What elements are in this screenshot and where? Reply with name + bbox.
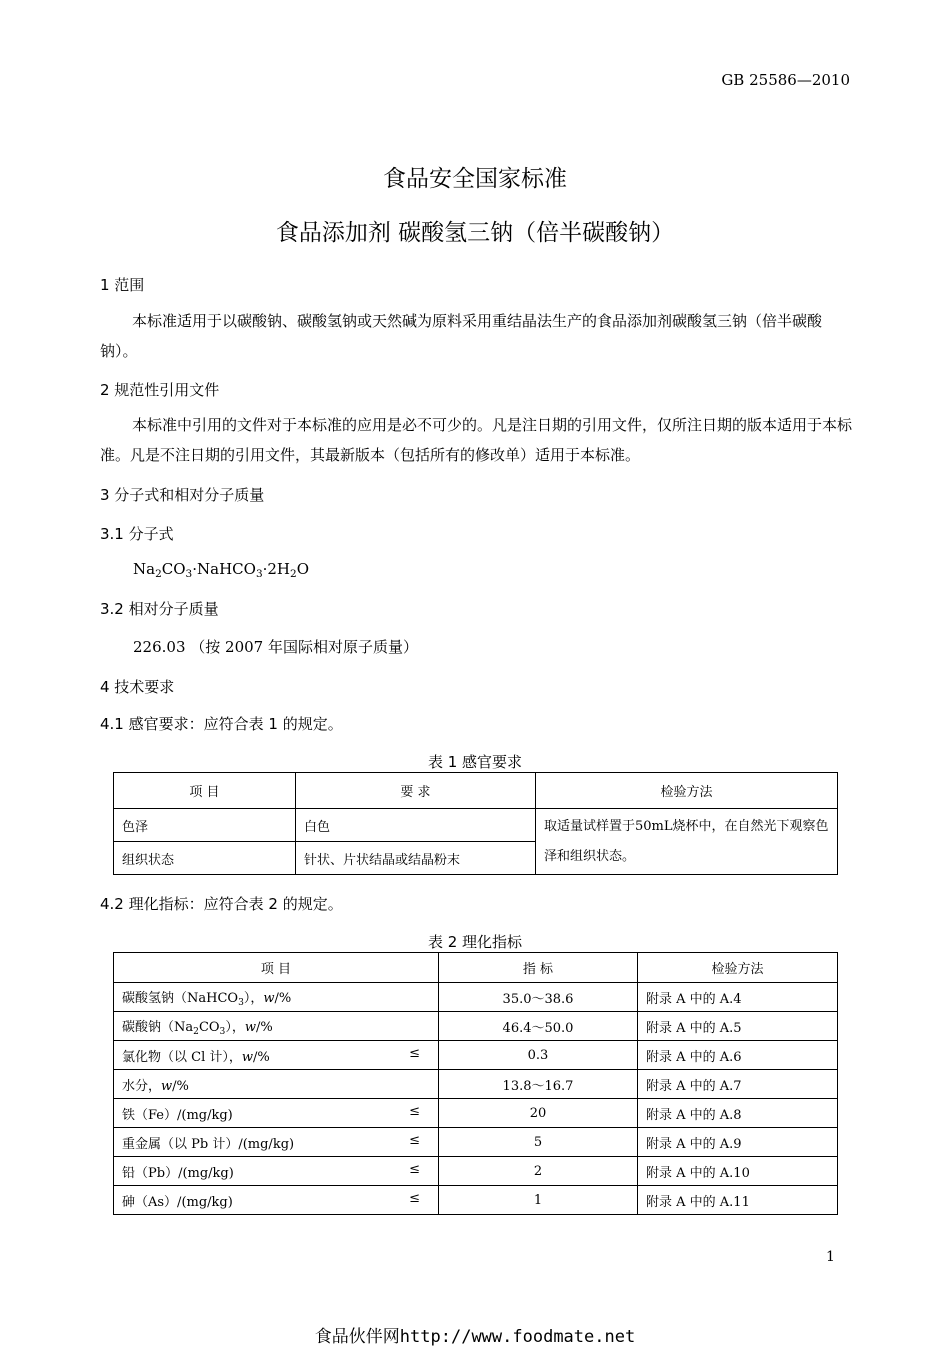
table-cell-method: 附录 A 中的 A.9 xyxy=(638,1128,838,1157)
section-3-2-heading: 3.2 相对分子质量 xyxy=(100,600,219,618)
section-3-heading: 3 分子式和相对分子质量 xyxy=(100,486,265,504)
section-4-2-text: 4.2 理化指标：应符合表 2 的规定。 xyxy=(100,895,343,913)
table-row xyxy=(114,983,838,1012)
table-2-header-value: 指 标 xyxy=(439,953,638,983)
table-row-requirement: 白色 xyxy=(296,809,536,842)
section-1-heading: 1 范围 xyxy=(100,276,145,294)
table-cell-method: 附录 A 中的 A.6 xyxy=(638,1041,838,1070)
table-1-header-method: 检验方法 xyxy=(536,773,838,809)
table-row xyxy=(114,1041,838,1070)
table-cell-value: 35.0～38.6 xyxy=(439,983,638,1012)
table-row xyxy=(114,1157,838,1186)
table-cell-method: 附录 A 中的 A.4 xyxy=(638,983,838,1012)
table-row xyxy=(114,1186,838,1215)
section-4-heading: 4 技术要求 xyxy=(100,678,175,696)
less-equal-sign: ≤ xyxy=(409,1103,420,1119)
table-row-item: 色泽 xyxy=(114,809,296,842)
table-1-caption: 表 1 感官要求 xyxy=(427,753,523,771)
table-cell-item: 铁（Fe）/(mg/kg) ≤ xyxy=(114,1099,439,1128)
table-cell-value: 0.3 xyxy=(439,1041,638,1070)
table-1-header-requirement: 要 求 xyxy=(296,773,536,809)
table-cell-method: 附录 A 中的 A.8 xyxy=(638,1099,838,1128)
section-1-text: 本标准适用于以碳酸钠、碳酸氢钠或天然碱为原料采用重结晶法生产的食品添加剂碳酸氢三钠（倍半碳酸钠）。 xyxy=(100,312,823,360)
table-row xyxy=(114,1012,838,1041)
table-row xyxy=(114,1099,838,1128)
table-row xyxy=(114,1070,838,1099)
table-row-requirement: 针状、片状结晶或结晶粉末 xyxy=(296,842,536,875)
table-cell-value: 46.4～50.0 xyxy=(439,1012,638,1041)
table-cell-item: 碳酸氢钠（NaHCO$_3$），w/% xyxy=(114,983,439,1012)
table-cell-item: 重金属（以 Pb 计）/(mg/kg) ≤ xyxy=(114,1128,439,1157)
footer-watermark-link[interactable]: 食品伙伴网http://www.foodmate.net xyxy=(314,1327,636,1347)
sensory-table xyxy=(113,772,838,875)
document-subtitle: 食品添加剂 碳酸氢三钠（倍半碳酸钠） xyxy=(275,220,675,246)
less-equal-sign: ≤ xyxy=(409,1190,420,1206)
less-equal-sign: ≤ xyxy=(409,1161,420,1177)
less-equal-sign: ≤ xyxy=(409,1045,420,1061)
table-cell-value: 13.8～16.7 xyxy=(439,1070,638,1099)
table-cell-item: 砷（As）/(mg/kg) ≤ xyxy=(114,1186,439,1215)
table-cell-method: 附录 A 中的 A.7 xyxy=(638,1070,838,1099)
document-title: 食品安全国家标准 xyxy=(383,166,567,192)
section-2-heading: 2 规范性引用文件 xyxy=(100,381,220,399)
table-cell-method: 附录 A 中的 A.11 xyxy=(638,1186,838,1215)
standard-number: GB 25586—2010 xyxy=(721,71,850,89)
table-cell-value: 20 xyxy=(439,1099,638,1128)
table-2-caption: 表 2 理化指标 xyxy=(427,933,523,951)
table-cell-item: 氯化物（以 Cl 计），w/% ≤ xyxy=(114,1041,439,1070)
table-1-header-item: 项 目 xyxy=(114,773,296,809)
table-row xyxy=(114,1128,838,1157)
table-cell-item: 铅（Pb）/(mg/kg) ≤ xyxy=(114,1157,439,1186)
table-row-item: 组织状态 xyxy=(114,842,296,875)
table-cell-value: 5 xyxy=(439,1128,638,1157)
less-equal-sign: ≤ xyxy=(409,1132,420,1148)
table-cell-item: 碳酸钠$(Na_2CO_3)$，w/% xyxy=(114,1012,439,1041)
molecular-mass: 226.03 （按 2007 年国际相对原子质量） xyxy=(133,638,418,656)
table-cell-value: 2 xyxy=(439,1157,638,1186)
table-cell-method: 附录 A 中的 A.5 xyxy=(638,1012,838,1041)
section-4-1-text: 4.1 感官要求：应符合表 1 的规定。 xyxy=(100,715,343,733)
table-cell-value: 1 xyxy=(439,1186,638,1215)
molecular-formula: $Na_2CO_3\cdot NaHCO_3\cdot 2H_2O$ xyxy=(133,560,310,580)
section-2-text: 本标准中引用的文件对于本标准的应用是必不可少的。凡是注日期的引用文件，仅所注日期的版本适用于本标准。凡是不注日期的引用文件，其最新版本（包括所有的修改单）适用于本标准。 xyxy=(100,416,853,464)
table-1-method: 取适量试样置于50mL烧杯中，在自然光下观察色泽和组织状态。 xyxy=(536,809,838,875)
table-2-header-method: 检验方法 xyxy=(638,953,838,983)
table-2-header-item: 项 目 xyxy=(114,953,439,983)
page-number: 1 xyxy=(826,1249,835,1265)
section-3-1-heading: 3.1 分子式 xyxy=(100,525,174,543)
table-cell-item: 水分，w/% xyxy=(114,1070,439,1099)
table-cell-method: 附录 A 中的 A.10 xyxy=(638,1157,838,1186)
physicochemical-table xyxy=(113,952,838,1215)
